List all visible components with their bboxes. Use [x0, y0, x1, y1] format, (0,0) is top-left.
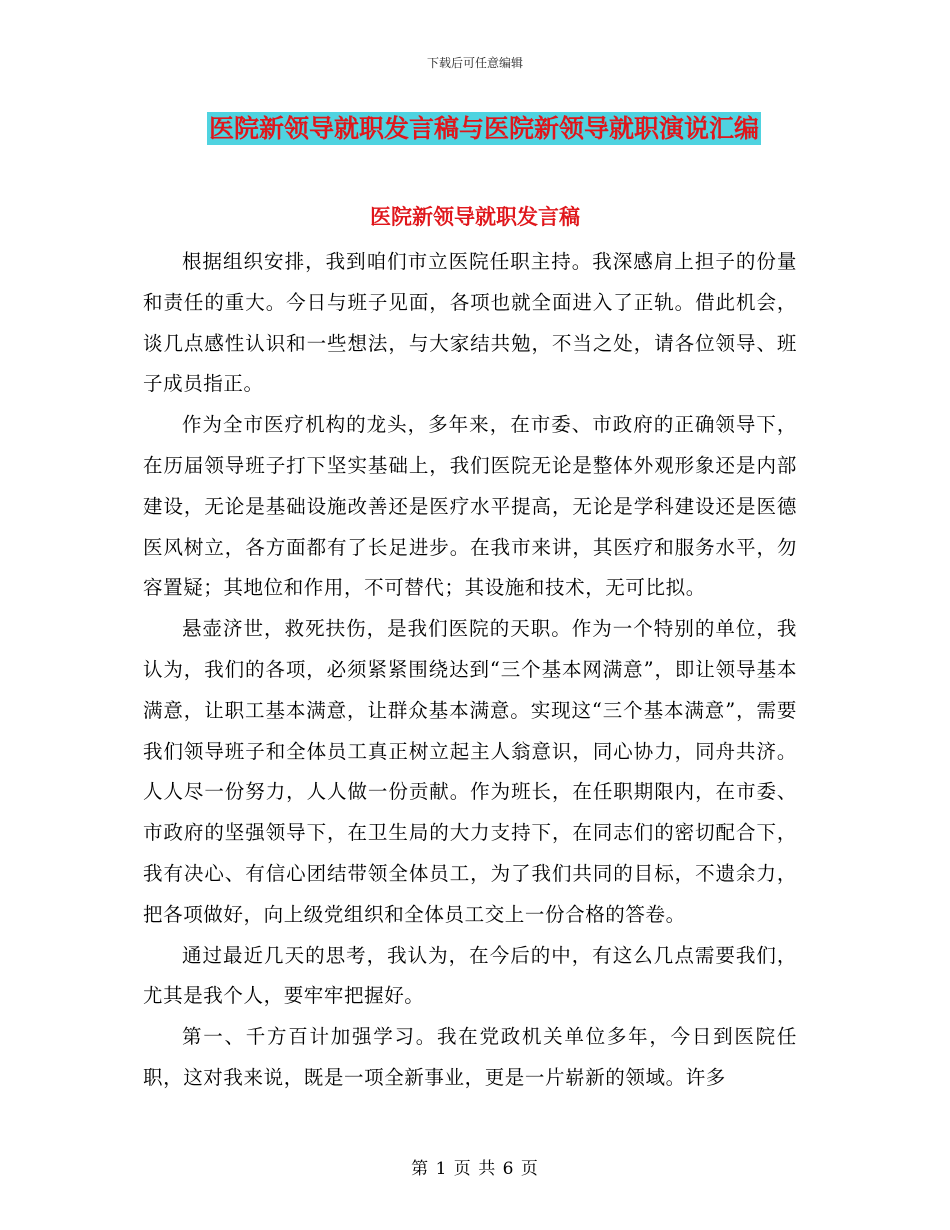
paragraph: 通过最近几天的思考，我认为，在今后的中，有这么几点需要我们，尤其是我个人，要牢牢把握好。 — [143, 943, 797, 1008]
paragraph: 第一、千方百计加强学习。我在党政机关单位多年，今日到医院任职，这对我来说，既是一项全新事业，更是一片崭新的领域。许多 — [143, 1025, 797, 1089]
section-title: 医院新领导就职发言稿 — [370, 204, 580, 229]
header-note: 下载后可任意编辑 — [426, 56, 523, 70]
paragraph: 悬壶济世，救死扶伤，是我们医院的天职。作为一个特别的单位，我认为，我们的各项，必须紧紧围绕达到“三个基本网满意”，即让领导基本满意，让职工基本满意，让群众基本满意。实现这“三个基本满意”，需要我们领导班子和全体员工真正树立起主人翁意识，同心协力，同舟共济。人人尽一份努力，人人做一份贡献。作为班长，在任职期限内，在市委、市政府的坚强领导下，在卫生局的大力支持下，在同志们的密切配合下，我有决心、有信心团结带领全体员工，为了我们共同的目标，不遗余力，把各项做好，向上级党组织和全体员工交上一份合格的答卷。 — [143, 617, 797, 926]
document-body — [143, 242, 797, 1099]
page-number-footer: 第 1 页 共 6 页 — [411, 1159, 539, 1179]
document-main-title: 医院新领导就职发言稿与医院新领导就职演说汇编 — [209, 114, 760, 143]
paragraph: 根据组织安排，我到咱们市立医院任职主持。我深感肩上担子的份量和责任的重大。今日与班子见面，各项也就全面进入了正轨。借此机会，谈几点感性认识和一些想法，与大家结共勉，不当之处，请各位领导、班子成员指正。 — [143, 250, 797, 396]
paragraph: 作为全市医疗机构的龙头，多年来，在市委、市政府的正确领导下，在历届领导班子打下坚实基础上，我们医院无论是整体外观形象还是内部建设，无论是基础设施改善还是医疗水平提高，无论是学科建设还是医德医风树立，各方面都有了长足进步。在我市来讲，其医疗和服务水平，勿容置疑；其地位和作用，不可替代；其设施和技术，无可比拟。 — [143, 413, 797, 600]
